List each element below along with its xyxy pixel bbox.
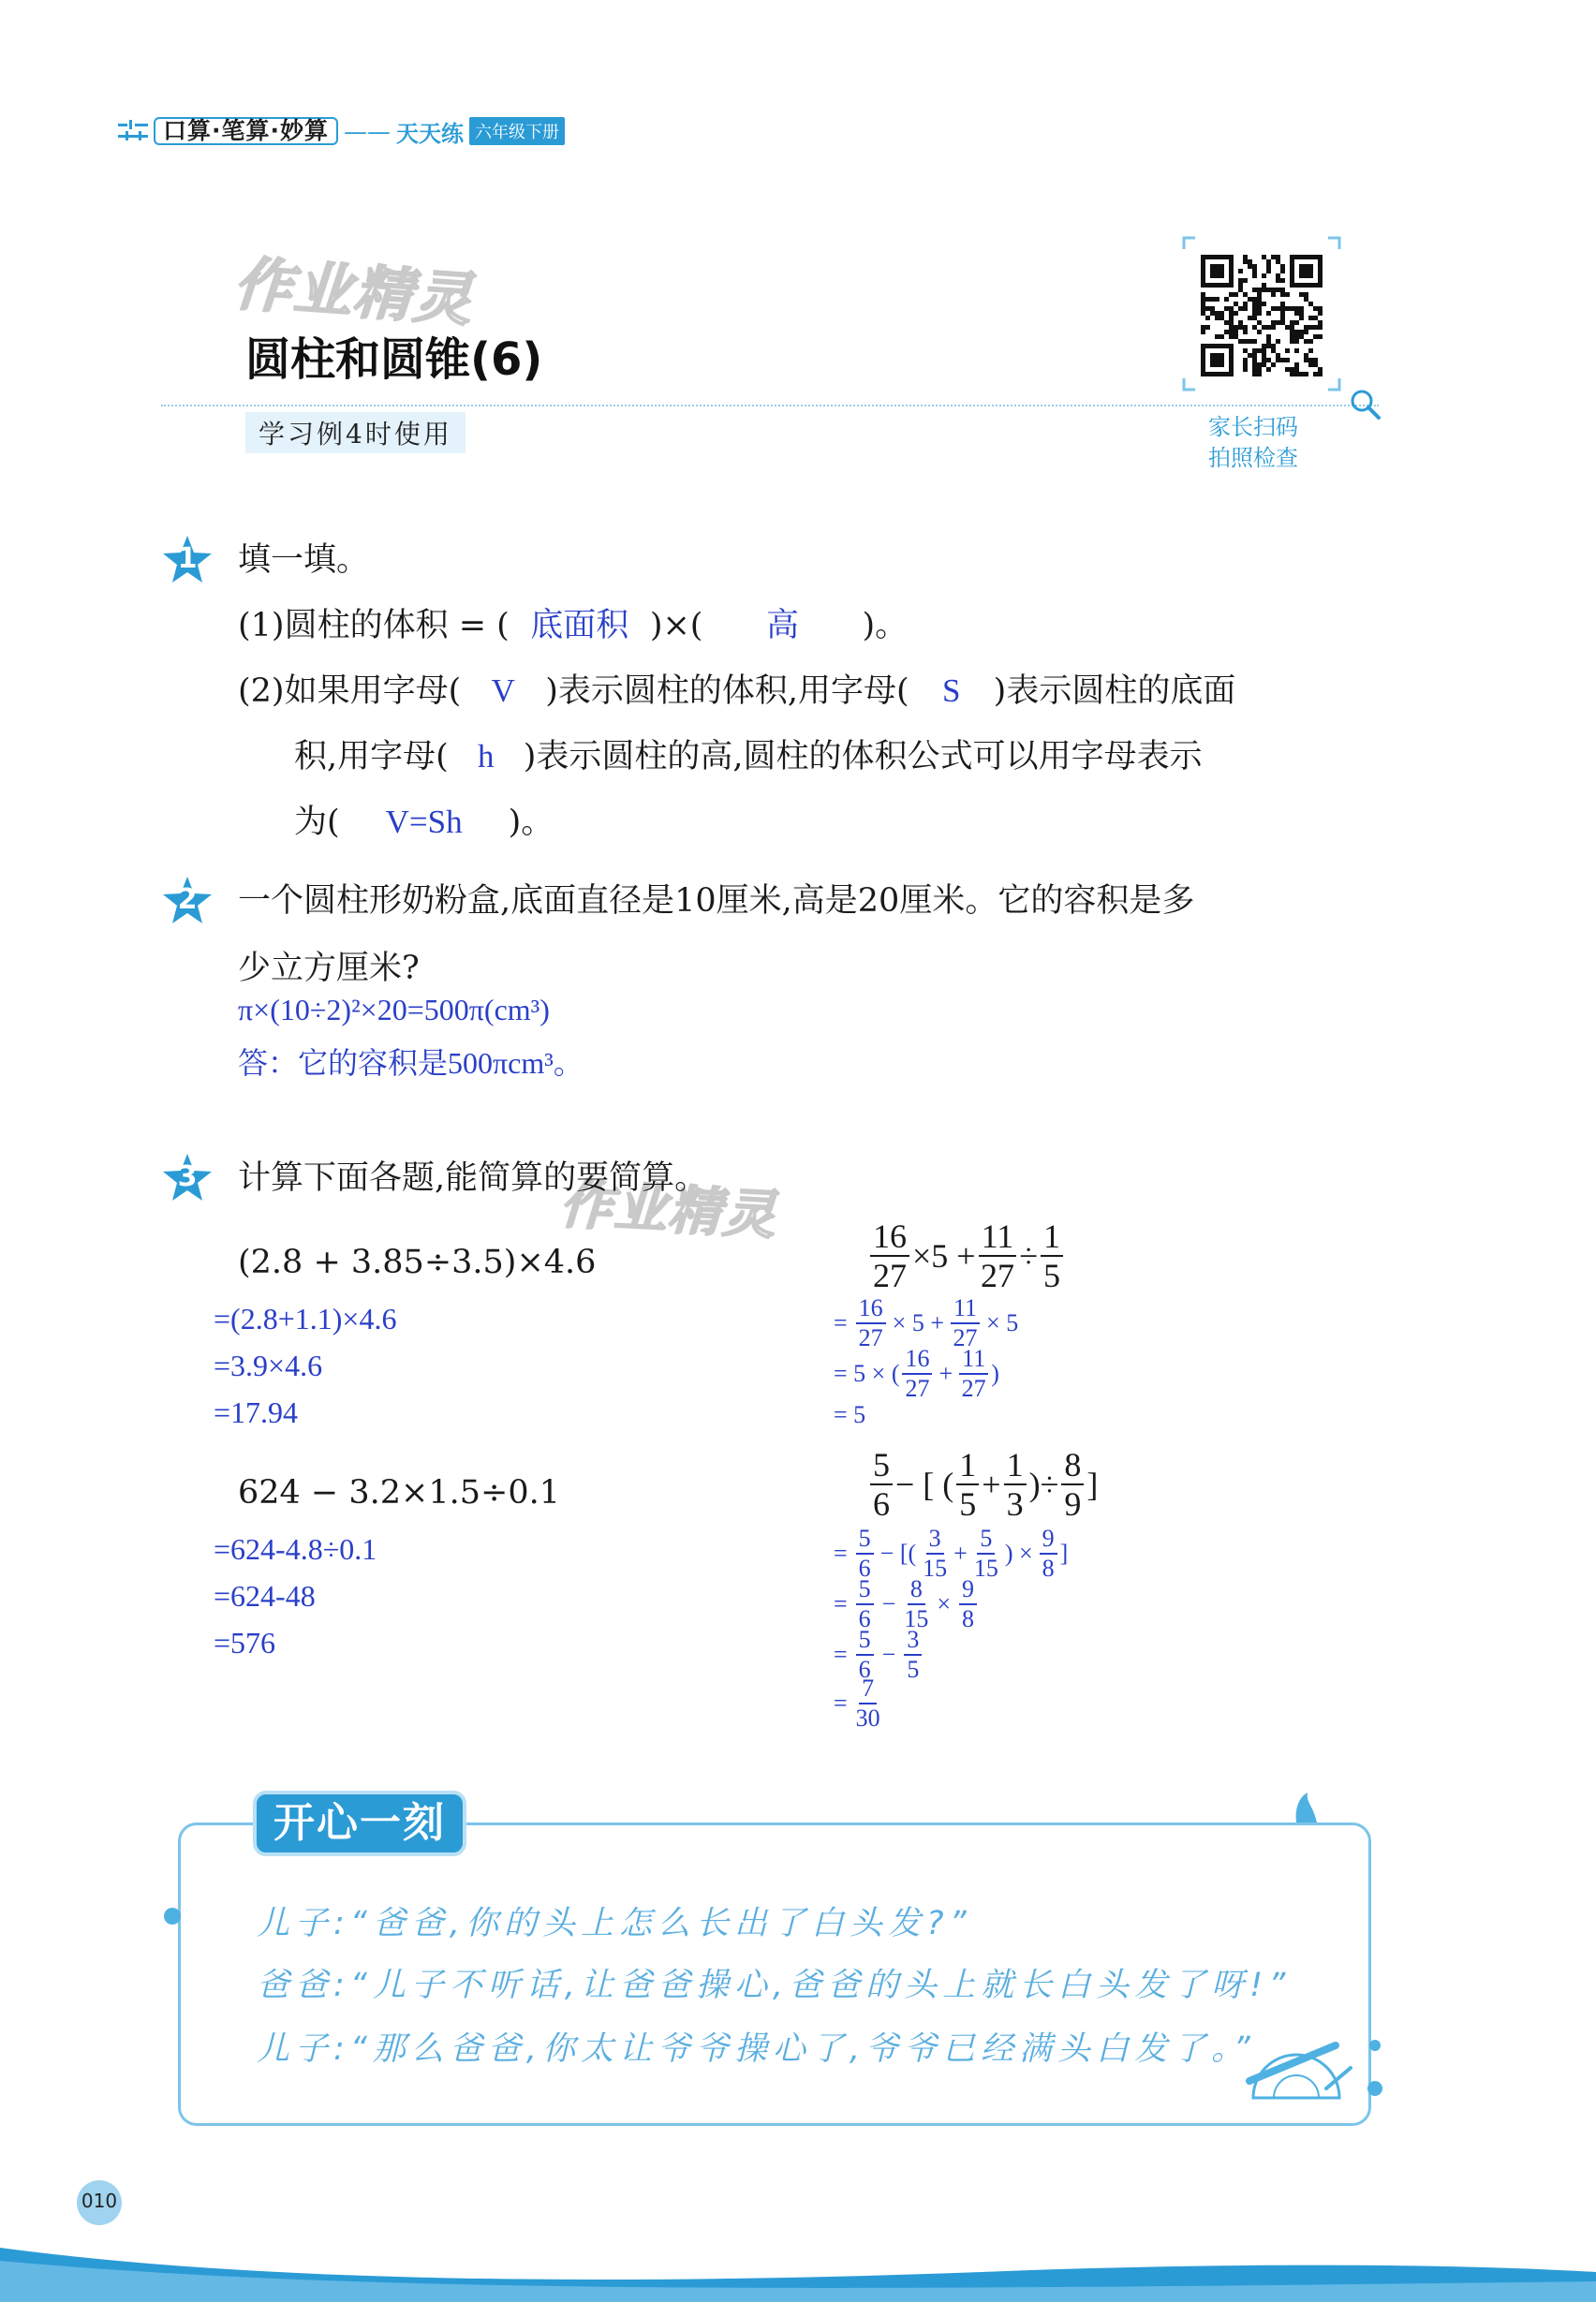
numerator: 16 — [870, 1219, 909, 1257]
fraction — [951, 1296, 980, 1350]
q1-p1-answer-1: 底面积 — [530, 607, 629, 643]
numerator: 11 — [951, 1296, 980, 1324]
fraction — [974, 1527, 998, 1581]
denominator: 6 — [858, 1656, 871, 1683]
operator: + — [982, 1466, 1001, 1503]
denominator: 5 — [907, 1656, 920, 1683]
denominator: 15 — [904, 1605, 929, 1632]
q3-c-step-3: = 5 — [834, 1401, 866, 1428]
book-subtitle: 天天练 — [396, 120, 464, 147]
denominator: 27 — [980, 1257, 1014, 1294]
watermark: 作业精灵 — [231, 249, 476, 334]
question-2-badge — [161, 875, 214, 927]
q3-d-step-2 — [834, 1577, 980, 1631]
header-book-title — [154, 117, 565, 145]
denominator: 6 — [858, 1555, 871, 1582]
denominator: 15 — [973, 1555, 998, 1582]
q3-b-step-2: =624-48 — [214, 1579, 316, 1613]
qr-caption-line1: 家长扫码 — [1208, 414, 1298, 440]
ruler-protractor-icon — [1246, 2040, 1358, 2109]
q1-part2-line3 — [294, 802, 554, 843]
q3-d-step-4 — [834, 1676, 883, 1731]
numerator: 11 — [959, 1347, 988, 1375]
fraction — [856, 1527, 874, 1581]
watermark-2: 作业精灵 — [558, 1173, 779, 1247]
title-divider — [161, 405, 1379, 406]
numerator: 11 — [979, 1219, 1017, 1257]
question-3-number: 3 — [177, 1160, 198, 1193]
operator: ÷ — [1019, 1237, 1039, 1275]
fraction — [870, 1448, 893, 1521]
fraction — [904, 1628, 922, 1682]
q1-part2-line2 — [294, 736, 1203, 777]
operator: − [ ( — [895, 1466, 954, 1503]
fraction — [979, 1219, 1017, 1292]
operator: ×5 + — [912, 1237, 976, 1275]
q1-p2-text-e: )表示圆柱的高,圆柱的体积公式可以用字母表示 — [523, 738, 1203, 775]
q1-prompt: 填一填。 — [238, 541, 370, 579]
operator: × 5 + — [892, 1309, 944, 1336]
equals: = — [834, 1641, 848, 1668]
equals: = — [834, 1590, 848, 1617]
grade-label: 六年级下册 — [469, 117, 565, 145]
fraction — [870, 1219, 909, 1292]
q1-part1 — [238, 605, 908, 646]
fraction — [923, 1527, 947, 1581]
numerator: 9 — [1040, 1527, 1057, 1555]
q1-p1-text-a: (1)圆柱的体积 = ( — [238, 607, 510, 644]
q3-d-step-1 — [834, 1527, 1068, 1581]
drop-icon — [161, 1905, 184, 1927]
operator: × 5 — [986, 1309, 1019, 1336]
footer-wave — [0, 2229, 1596, 2302]
numerator: 7 — [859, 1676, 877, 1704]
q1-p2-text-g: )。 — [508, 804, 554, 841]
qr-caption — [1208, 412, 1298, 474]
q1-p2-answer-4: V=Sh — [385, 804, 463, 840]
q1-p2-answer-3: h — [478, 738, 495, 775]
denominator: 27 — [858, 1324, 883, 1351]
equals: = — [834, 1690, 848, 1717]
q3-c-step-1 — [834, 1296, 1018, 1350]
q1-p2-text-a: (2)如果用字母( — [238, 672, 462, 710]
fraction — [956, 1448, 979, 1521]
magnifier-icon — [1349, 388, 1382, 421]
q3-b-expression: 624 − 3.2×1.5÷0.1 — [238, 1474, 561, 1512]
q3-d-step-3 — [834, 1628, 924, 1682]
q3-c-expression — [867, 1219, 1066, 1292]
q1-p2-answer-1: V — [491, 672, 515, 709]
q3-d-expression — [867, 1448, 1098, 1521]
fraction — [1040, 1527, 1057, 1581]
numerator: 16 — [856, 1296, 886, 1324]
denominator: 5 — [1043, 1257, 1061, 1294]
fraction — [1041, 1219, 1063, 1292]
operator: + — [938, 1360, 953, 1387]
operator: = 5 × ( — [834, 1360, 900, 1387]
numerator: 1 — [1004, 1448, 1027, 1485]
operator: )÷ — [1028, 1466, 1059, 1503]
fraction — [856, 1296, 886, 1350]
qr-code[interactable] — [1182, 236, 1341, 391]
q1-p2-text-b: )表示圆柱的体积,用字母( — [545, 672, 909, 710]
denominator: 8 — [962, 1605, 975, 1632]
denominator: 5 — [959, 1485, 977, 1523]
fraction — [959, 1347, 988, 1401]
operator: − — [881, 1641, 896, 1668]
fraction — [856, 1577, 874, 1631]
denominator: 27 — [905, 1375, 930, 1402]
denominator: 6 — [873, 1485, 890, 1523]
numerator: 3 — [904, 1628, 922, 1656]
numerator: 5 — [870, 1448, 893, 1485]
denominator: 9 — [1064, 1485, 1082, 1523]
joke-line-2: 爸爸:“儿子不听话,让爸爸操心,爸爸的头上就长白头发了呀!” — [257, 1967, 1292, 2004]
numerator: 8 — [1061, 1448, 1084, 1485]
denominator: 27 — [953, 1324, 978, 1351]
denominator: 27 — [873, 1257, 907, 1294]
operator: ) — [991, 1360, 999, 1387]
denominator: 27 — [961, 1375, 986, 1402]
q3-c-step-2 — [834, 1347, 999, 1401]
q1-p1-text-c: )。 — [862, 607, 909, 644]
denominator: 6 — [858, 1605, 871, 1632]
equals: = — [834, 1309, 848, 1336]
numerator: 8 — [908, 1577, 925, 1605]
numerator: 5 — [856, 1527, 874, 1555]
numerator: 5 — [856, 1577, 874, 1605]
fraction — [904, 1577, 928, 1631]
denominator: 30 — [855, 1704, 880, 1732]
numerator: 16 — [902, 1347, 932, 1375]
numerator: 5 — [856, 1628, 874, 1656]
q3-prompt: 计算下面各题,能简算的要简算。 — [238, 1159, 708, 1197]
joke-line-1: 儿子:“爸爸,你的头上怎么长出了白头发?” — [257, 1905, 972, 1942]
operator: ] — [1086, 1466, 1099, 1503]
question-1-badge — [161, 534, 214, 586]
header-decoration-icon — [118, 120, 150, 142]
q2-line2: 少立方厘米? — [238, 950, 420, 987]
bubble-icon — [1366, 2038, 1384, 2100]
question-3-badge — [161, 1152, 214, 1204]
header-dash: —— — [344, 117, 391, 145]
question-1-number: 1 — [177, 542, 198, 575]
book-title: 口算·笔算·妙算 — [154, 117, 338, 145]
q3-a-step-1: =(2.8+1.1)×4.6 — [214, 1302, 397, 1335]
q3-b-step-1: =624-4.8÷0.1 — [214, 1532, 377, 1566]
operator: − — [881, 1590, 896, 1617]
fraction — [856, 1676, 880, 1731]
numerator: 9 — [959, 1577, 977, 1605]
usage-note: 学习例4时使用 — [245, 412, 466, 453]
denominator: 15 — [923, 1555, 948, 1582]
q1-p2-text-f: 为( — [294, 804, 340, 841]
operator: ] — [1059, 1540, 1069, 1567]
q3-b-step-3: =576 — [214, 1626, 276, 1660]
q1-p1-text-b: )×( — [649, 607, 703, 644]
lesson-title: 圆柱和圆锥(6) — [245, 333, 543, 386]
numerator: 5 — [977, 1527, 995, 1555]
q1-p2-answer-2: S — [941, 672, 961, 709]
operator: + — [953, 1540, 968, 1567]
denominator: 8 — [1042, 1555, 1055, 1582]
q1-p1-answer-2: 高 — [765, 607, 799, 643]
question-2-number: 2 — [177, 883, 198, 916]
q2-answer: 答：它的容积是500πcm³。 — [238, 1046, 584, 1080]
q3-a-step-3: =17.94 — [214, 1395, 299, 1429]
q1-p2-text-c: )表示圆柱的底面 — [993, 672, 1236, 710]
q1-p2-text-d: 积,用字母( — [294, 738, 449, 775]
cat-ear-icon — [1293, 1791, 1321, 1824]
fraction — [902, 1347, 932, 1401]
page-number: 010 — [81, 2190, 118, 2212]
fraction — [1004, 1448, 1027, 1521]
qr-caption-line2: 拍照检查 — [1208, 445, 1298, 471]
q2-work: π×(10÷2)²×20=500π(cm³) — [238, 993, 550, 1026]
numerator: 1 — [1041, 1219, 1063, 1257]
operator: − [( — [879, 1540, 917, 1567]
fraction — [959, 1577, 977, 1631]
q3-a-expression: (2.8 + 3.85÷3.5)×4.6 — [238, 1244, 597, 1281]
fraction — [1061, 1448, 1084, 1521]
equals: = — [834, 1540, 848, 1567]
numerator: 1 — [956, 1448, 979, 1485]
joke-tag: 开心一刻 — [253, 1791, 466, 1856]
q3-a-step-2: =3.9×4.6 — [214, 1349, 323, 1382]
denominator: 3 — [1006, 1485, 1024, 1523]
joke-line-3: 儿子:“那么爸爸,你太让爷爷操心了,爷爷已经满头白发了。” — [257, 2030, 1256, 2068]
operator: ) × — [1004, 1540, 1033, 1567]
operator: × — [937, 1590, 952, 1617]
numerator: 3 — [926, 1527, 944, 1555]
q1-part2-line1 — [238, 671, 1235, 712]
q2-line1: 一个圆柱形奶粉盒,底面直径是10厘米,高是20厘米。它的容积是多 — [238, 882, 1195, 920]
